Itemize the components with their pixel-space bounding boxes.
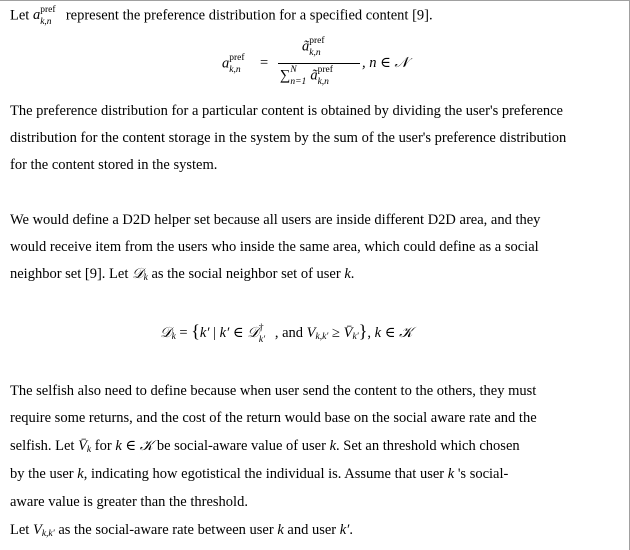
eq2-geq: ≥ <box>328 325 344 341</box>
eq1-lhs-base: a <box>222 55 230 72</box>
p3-l3-text-a: selfish. Let <box>10 438 79 454</box>
eq2-equals: = <box>175 325 192 341</box>
paragraph3-line2: require some returns, and the cost of the return would base on the social aware rate and the <box>10 410 537 426</box>
final-text-and: and user <box>283 522 340 538</box>
equation-preference-distribution <box>222 36 412 94</box>
paragraph2-line3 <box>10 264 354 284</box>
eq1-equals: = <box>260 55 269 71</box>
eq1-num-base: ã <box>302 38 310 55</box>
p3-l3-text-c: be social-aware value of user <box>153 438 330 454</box>
eq1-denominator <box>280 65 340 87</box>
final-k2: k′ <box>339 522 350 538</box>
p3-l4-text-c: 's social- <box>454 466 509 482</box>
paragraph1-line2: distribution for the content storage in the system by the sum of the user's preference distribution <box>10 130 567 146</box>
eq2-var-repeat: k′ <box>219 325 230 341</box>
intro-symbol <box>32 5 62 27</box>
eq2-close-brace: } <box>358 321 368 341</box>
paragraph1-line3: for the content stored in the system. <box>10 157 218 173</box>
eq1-den-sub: k,n <box>317 77 329 87</box>
equation-social-neighbor-set: 𝒟$_k$ = {k′ | k′ ∈ 𝒟 † k′ , and $V_{k,k'}$ ≥ $V̄_{k'}$}, k ∈ 𝒦 <box>160 321 413 345</box>
paragraph3-line1: The selfish also need to define because when user send the content to the others, they must <box>10 383 537 399</box>
p3-l3-set: 𝒦 <box>139 438 154 454</box>
intro-line <box>10 5 433 27</box>
final-v-sub: k,k′ <box>41 529 55 540</box>
intro-symbol-base: a <box>32 7 41 24</box>
eq2-set-dagger: † <box>258 322 264 333</box>
p2-set-sub: k <box>143 273 148 284</box>
eq2-set-symbol: 𝒟 <box>247 325 259 341</box>
p3-l3-text-d: . Set an threshold which chosen <box>336 438 520 454</box>
intro-symbol-sup: pref <box>40 5 56 15</box>
eq2-in: ∈ <box>229 325 248 341</box>
eq1-sum-sign: ∑ <box>280 67 291 84</box>
eq2-and: , and <box>274 325 307 341</box>
eq2-vbar: V̄ <box>343 325 353 341</box>
paragraph3-line4 <box>10 464 508 484</box>
final-text-a: Let <box>10 522 33 538</box>
eq2-tail-in: ∈ <box>381 325 400 341</box>
p2-set-symbol: 𝒟 <box>132 266 144 282</box>
eq2-var: k′ <box>199 325 210 341</box>
p3-l4-text-a: by the user <box>10 466 78 482</box>
p2-period: . <box>350 266 355 282</box>
eq1-lhs-sup: pref <box>229 53 245 63</box>
p2-user-k: k <box>344 266 351 282</box>
eq2-tail-set: 𝒦 <box>399 325 413 341</box>
paragraph3-line3 <box>10 436 520 456</box>
paragraph2-line2: would receive item from the users who inside the same area, which could define as a social <box>10 239 539 255</box>
intro-symbol-sub: k,n <box>40 17 52 27</box>
p3-l3-k: k <box>115 438 122 454</box>
paragraph1-line1: The preference distribution for a particular content is obtained by dividing the user's preference <box>10 103 563 119</box>
p3-l3-k2: k <box>329 438 336 454</box>
p3-vbar-sub: k <box>86 445 92 456</box>
final-period: . <box>349 522 353 538</box>
eq2-open-brace: { <box>191 321 200 341</box>
eq1-sum-lower: n=1 <box>290 77 307 87</box>
intro-text-before: Let <box>10 7 33 24</box>
paragraph3-line5: aware value is greater than the threshold. <box>10 494 248 510</box>
final-v: V <box>32 522 42 538</box>
eq1-num-sub: k,n <box>309 48 321 58</box>
p2-text-b: as the social neighbor set of user <box>147 266 345 282</box>
eq1-lhs <box>222 53 251 75</box>
eq2-set-sub: k′ <box>258 334 266 345</box>
final-k: k <box>277 522 284 538</box>
eq2-lhs-sub: k <box>171 332 176 343</box>
page-border-top <box>0 0 630 1</box>
eq1-den-base: ã <box>310 67 318 84</box>
eq2-lhs: 𝒟 <box>160 325 172 341</box>
p3-l4-k2: k <box>447 466 455 482</box>
final-line <box>10 520 353 540</box>
eq1-den-sup: pref <box>317 65 333 75</box>
p3-vbar: V̄ <box>78 438 87 454</box>
eq1-sum-upper: N <box>290 65 297 75</box>
eq1-num-sup: pref <box>309 36 325 46</box>
eq2-tail-k: k <box>374 325 382 341</box>
final-text-b: as the social-aware rate between user <box>54 522 278 538</box>
eq1-numerator <box>302 36 331 58</box>
eq1-lhs-sub: k,n <box>229 65 241 75</box>
paragraph2-line1: We would define a D2D helper set because all users are inside different D2D area, and they <box>10 212 541 228</box>
p3-l4-text-b: , indicating how egotistical the individual is. Assume that user <box>83 466 448 482</box>
p3-l3-in: ∈ <box>121 438 140 454</box>
p2-text-a: neighbor set [9]. Let <box>10 266 133 282</box>
p3-l3-text-for: for <box>91 438 116 454</box>
intro-text-after: represent the preference distribution for a specified content [9]. <box>62 7 433 24</box>
eq1-fraction-bar <box>278 63 360 64</box>
eq1-domain: , n ∈ 𝒩 <box>362 55 409 71</box>
eq2-v: V <box>306 325 316 341</box>
eq2-v-sub: k,k′ <box>315 332 329 343</box>
eq2-vbar-sub: k′ <box>352 332 359 343</box>
p3-l4-k: k <box>77 466 84 482</box>
eq2-such-that: | <box>209 325 220 341</box>
